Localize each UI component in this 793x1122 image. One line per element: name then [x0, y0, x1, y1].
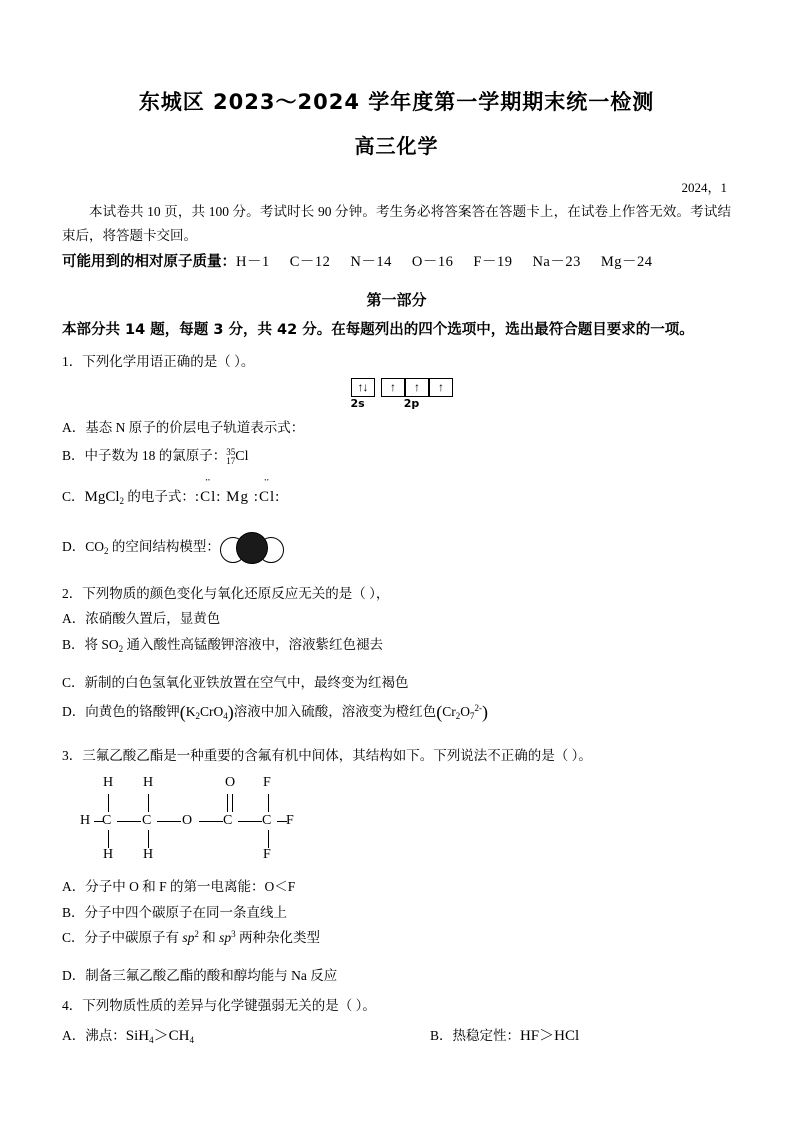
orbital-box-2p-2 — [405, 378, 429, 397]
question-3-option-c: C．分子中碳原子有 $sp^2$ 和 $sp^3$ 两种杂化类型 — [62, 929, 321, 946]
exam-instructions: 本试卷共 10 页，共 100 分。考试时长 90 分钟。考生务必将答案答在答题卡上，在试卷上作答无效。考试结束后，将答题卡交回。 — [62, 204, 731, 243]
q2-option-c-text: 新制的白色氢氧化亚铁放置在空气中，最终变为红褐色 — [84, 674, 409, 690]
option-letter-d: D — [62, 538, 72, 554]
question-2-option-c: C．新制的白色氢氧化亚铁放置在空气中，最终变为红褐色 — [62, 674, 409, 690]
q3-option-a-text: 分子中 O 和 F 的第一电离能：O＜F — [85, 878, 296, 894]
struct-bond-up-f — [268, 794, 269, 812]
q4-option-letter-a: A — [62, 1027, 72, 1043]
nuclide-cl — [226, 446, 249, 467]
question-1-text: 下列化学用语正确的是（ ）。 — [82, 353, 255, 369]
orbital-arrows-2p-2: ↑ — [414, 380, 419, 395]
option-b-text: 中子数为 18 的氯原子： — [84, 448, 227, 464]
ester-structural-formula — [80, 776, 410, 868]
q3-option-letter-c: C — [62, 930, 72, 946]
struct-top-o: O — [225, 774, 236, 790]
q2-option-letter-d: D — [62, 704, 72, 720]
struct-chain-h: H — [80, 812, 91, 828]
question-1-option-a: A．基态 N 原子的价层电子轨道表示式： — [62, 419, 305, 435]
section-heading: 第一部分 — [366, 290, 427, 309]
question-1-stem: 1．下列化学用语正确的是（ ）。 — [62, 353, 255, 369]
atomic-masses-line — [62, 250, 731, 275]
question-4-number: 4 — [62, 998, 69, 1014]
struct-bond-c2-o — [157, 821, 181, 822]
q3-option-letter-d: D — [62, 967, 72, 983]
atomic-mass-mg: Mg－24 — [600, 254, 653, 271]
struct-bond-down-1 — [108, 830, 109, 848]
question-2-number: 2 — [62, 585, 69, 601]
nuclide-symbol: Cl — [235, 449, 249, 465]
atomic-mass-na: Na－23 — [532, 254, 581, 271]
nuclide-mass-number: 35 — [226, 446, 236, 457]
struct-bond-double-right — [232, 794, 233, 812]
option-letter-b: B — [62, 448, 72, 464]
orbital-label-2p: 2p — [403, 396, 420, 410]
orbital-labels — [351, 397, 453, 410]
option-letter-c: C — [62, 489, 72, 505]
exam-date: 2024，1 — [681, 180, 727, 195]
orbital-diagram-wrapper — [62, 378, 731, 412]
question-1-option-d: D．$CO_2$ 的空间结构模型： — [62, 528, 731, 568]
atomic-masses-values — [236, 254, 673, 270]
question-3-text: 三氟乙酸乙酯是一种重要的含氟有机中间体，其结构如下。下列说法不正确的是（ ）。 — [82, 747, 592, 763]
struct-bottom-h1: H — [103, 846, 114, 862]
carbon-atom-center — [236, 532, 268, 564]
question-1-number: 1 — [62, 353, 69, 369]
mgcl2-main: MgCl — [84, 489, 120, 506]
question-4-option-b: B．热稳定性：HF＞HCl — [429, 1027, 580, 1044]
page-title: 东城区 2023～2024 学年度第一学期期末统一检测 — [138, 90, 655, 114]
struct-top-f: F — [263, 774, 271, 790]
option-a-text: 基态 N 原子的价层电子轨道表示式： — [85, 419, 305, 435]
question-3-stem: 3．三氟乙酸乙酯是一种重要的含氟有机中间体，其结构如下。下列说法不正确的是（ ）。 — [62, 747, 592, 763]
co2-space-filling-model-icon — [220, 528, 282, 568]
q3-option-d-text: 制备三氟乙酸乙酯的酸和醇均能与 Na 反应 — [85, 967, 338, 983]
page-subtitle: 高三化学 — [354, 134, 439, 158]
question-4-stem: 4．下列物质性质的差异与化学键强弱无关的是（ ）。 — [62, 998, 376, 1014]
struct-chain-f: F — [286, 812, 294, 828]
q4-option-letter-b: B — [429, 1027, 439, 1043]
atomic-masses-label: 可能用到的相对原子质量： — [62, 254, 236, 271]
orbital-box-2p-3 — [429, 378, 453, 397]
orbital-label-2s: 2s — [350, 396, 365, 410]
question-2-option-d: D．向黄色的铬酸钾$(K_2CrO_4)$溶液中加入硫酸，溶液变为橙红色$(Cr_2O_7^{2-})$ — [62, 702, 488, 723]
atomic-mass-n: N－14 — [350, 254, 392, 271]
orbital-arrows-2s: ↑↓ — [357, 380, 368, 395]
question-2-text: 下列物质的颜色变化与氧化还原反应无关的是（ ）， — [82, 585, 390, 601]
struct-bond-c3-c4 — [238, 821, 262, 822]
struct-bottom-f: F — [263, 846, 271, 862]
struct-chain-c2: C — [142, 812, 152, 828]
struct-top-h2: H — [143, 774, 154, 790]
question-3-option-a: A．分子中 O 和 F 的第一电离能：O＜F — [62, 878, 296, 894]
q3-option-letter-a: A — [62, 878, 72, 894]
orbital-box-2s — [351, 378, 375, 397]
struct-bond-down-f — [268, 830, 269, 848]
mgcl2-sub: 2 — [119, 496, 125, 507]
struct-bond-up-1 — [108, 794, 109, 812]
orbital-box-diagram — [351, 378, 453, 410]
orbital-arrows-2p-3: ↑ — [438, 380, 443, 395]
atomic-mass-o: O－16 — [411, 254, 454, 271]
question-1-option-b: B．中子数为 18 的氯原子： 35 17 Cl — [62, 446, 249, 467]
q3-option-b-text: 分子中四个碳原子在同一条直线上 — [84, 904, 288, 920]
struct-chain-c1: C — [102, 812, 112, 828]
struct-bottom-h2: H — [143, 846, 154, 862]
struct-bond-o-c3 — [199, 821, 223, 822]
q2-option-a-text: 浓硝酸久置后，显黄色 — [85, 610, 221, 626]
q2-option-letter-b: B — [62, 636, 72, 652]
question-2-stem: 2．下列物质的颜色变化与氧化还原反应无关的是（ ）， — [62, 585, 390, 601]
co2-formula: $CO_2$ — [85, 538, 109, 556]
struct-bond-up-2 — [148, 794, 149, 812]
struct-bond-down-2 — [148, 830, 149, 848]
struct-chain-o: O — [182, 812, 193, 828]
mgcl2-formula — [85, 489, 125, 505]
struct-chain-c4: C — [262, 812, 272, 828]
question-4-options — [62, 1022, 731, 1051]
question-3-option-b: B．分子中四个碳原子在同一条直线上 — [62, 904, 288, 920]
orbital-arrows-2p-1: ↑ — [390, 380, 395, 395]
question-4-option-a: A．沸点：$SiH_4>CH_4$ — [62, 1027, 194, 1045]
section-description: 本部分共 14 题，每题 3 分，共 42 分。在每题列出的四个选项中，选出最符合题目要求的一项。 — [62, 321, 694, 338]
question-3-option-d: D．制备三氟乙酸乙酯的酸和醇均能与 Na 反应 — [62, 967, 338, 983]
orbital-box-2p-1 — [381, 378, 405, 397]
struct-bond-c1-c2 — [117, 821, 141, 822]
electron-dot-formula: :¨ Cl: Mg :¨ Cl: — [195, 489, 280, 505]
atomic-mass-h: H－1 — [236, 254, 270, 271]
question-1-option-c: C．MgCl$_2$ 的电子式：:¨ Cl: Mg :¨ Cl: — [62, 483, 731, 512]
atomic-mass-c: C－12 — [289, 254, 331, 271]
atomic-mass-f: F－19 — [473, 254, 513, 271]
struct-top-h1: H — [103, 774, 114, 790]
orbital-boxes — [351, 378, 453, 397]
nuclide-atomic-number: 17 — [226, 456, 236, 467]
q2-option-letter-c: C — [62, 674, 72, 690]
struct-bond-double-left — [227, 794, 228, 812]
option-letter-a: A — [62, 419, 72, 435]
question-2-option-b: B．将 $SO_2$ 通入酸性高锰酸钾溶液中，溶液紫红色褪去 — [62, 636, 384, 654]
question-4-text: 下列物质性质的差异与化学键强弱无关的是（ ）。 — [82, 998, 376, 1014]
q3-option-letter-b: B — [62, 904, 72, 920]
question-3-number: 3 — [62, 747, 69, 763]
q2-option-letter-a: A — [62, 610, 72, 626]
question-2-option-a: A．浓硝酸久置后，显黄色 — [62, 610, 221, 626]
struct-chain-c3: C — [223, 812, 233, 828]
